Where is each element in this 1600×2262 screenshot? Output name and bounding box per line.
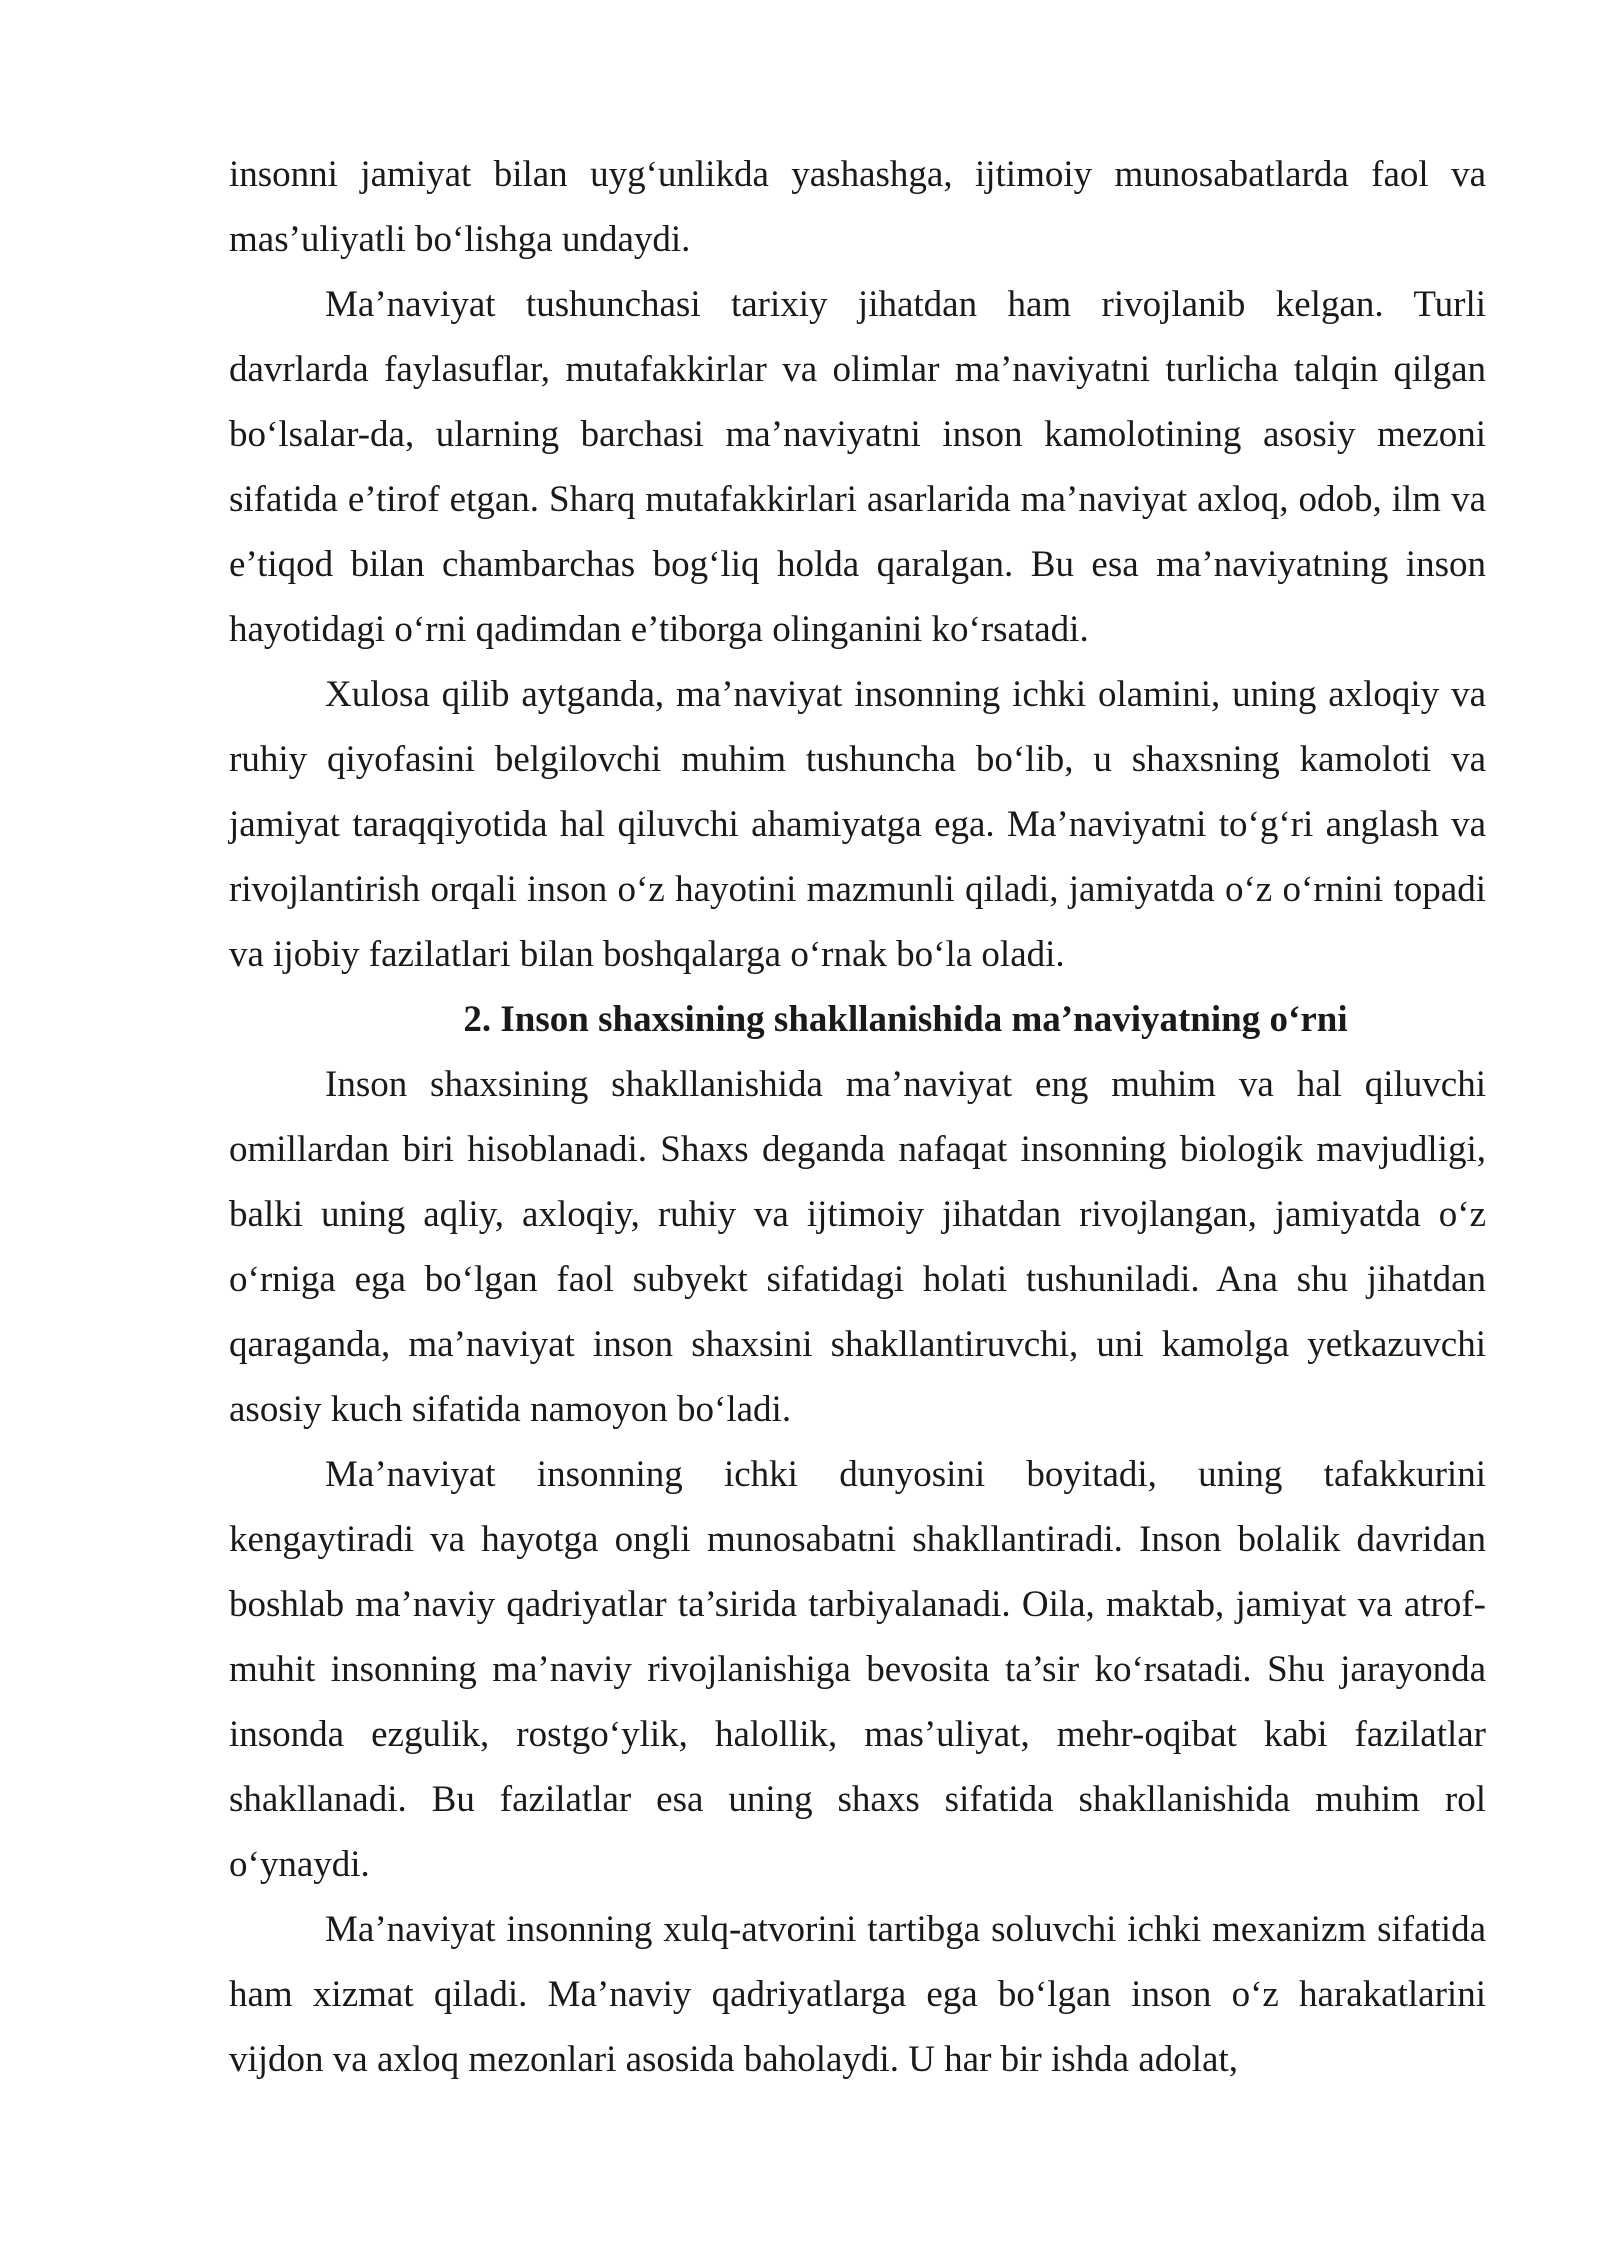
document-body — [229, 142, 1486, 2092]
paragraph-personality: Inson shaxsining shakllanishida ma’naviyat eng muhim va hal qiluvchi omillardan biri hisoblanadi. Shaxs deganda nafaqat insonning biologik mavjudligi, balki uning aqliy, axloqiy, ruhiy va ijtimoiy jihatdan rivojlangan, jamiyatda o‘z o‘rniga ega bo‘lgan faol subyekt sifatidagi holati tushuniladi. Ana shu jihatdan qaraganda, ma’naviyat inson shaxsini shakllantiruvchi, uni kamolga yetkazuvchi asosiy kuch sifatida namoyon bo‘ladi. — [229, 1064, 1486, 1430]
paragraph-behavior: Ma’naviyat insonning xulq-atvorini tartibga soluvchi ichki mexanizm sifatida ham xizmat qiladi. Ma’naviy qadriyatlarga ega bo‘lgan inson o‘z harakatlarini vijdon va axloq mezonlari asosida baholaydi. U har bir ishda adolat, — [229, 1909, 1486, 2080]
paragraph-conclusion: Xulosa qilib aytganda, ma’naviyat insonning ichki olamini, uning axloqiy va ruhiy qiyofasini belgilovchi muhim tushuncha bo‘lib, u shaxsning kamoloti va jamiyat taraqqiyotida hal qiluvchi ahamiyatga ega. Ma’naviyatni to‘g‘ri anglash va rivojlantirish orqali inson o‘z hayotini mazmunli qiladi, jamiyatda o‘z o‘rnini topadi va ijobiy fazilatlari bilan boshqalarga o‘rnak bo‘la oladi. — [229, 674, 1486, 975]
paragraph-continuation: insonni jamiyat bilan uyg‘unlikda yashashga, ijtimoiy munosabatlarda faol va mas’uliyatli bo‘lishga undaydi. — [229, 154, 1486, 260]
section-heading: 2. Inson shaxsining shakllanishida ma’naviyatning o‘rni — [463, 999, 1348, 1040]
paragraph-inner-world: Ma’naviyat insonning ichki dunyosini boyitadi, uning tafakkurini kengaytiradi va hayotga ongli munosabatni shakllantiradi. Inson bolalik davridan boshlab ma’naviy qadriyatlar ta’sirida tarbiyalanadi. Oila, maktab, jamiyat va atrof-muhit insonning ma’naviy rivojlanishiga bevosita ta’sir ko‘rsatadi. Shu jarayonda insonda ezgulik, rostgo‘ylik, halollik, mas’uliyat, mehr-oqibat kabi fazilatlar shakllanadi. Bu fazilatlar esa uning shaxs sifatida shakllanishida muhim rol o‘ynaydi. — [229, 1454, 1486, 1885]
paragraph-history: Ma’naviyat tushunchasi tarixiy jihatdan ham rivojlanib kelgan. Turli davrlarda faylasuflar, mutafakkirlar va olimlar ma’naviyatni turlicha talqin qilgan bo‘lsalar-da, ularning barchasi ma’naviyatni inson kamolotining asosiy mezoni sifatida e’tirof etgan. Sharq mutafakkirlari asarlarida ma’naviyat axloq, odob, ilm va e’tiqod bilan chambarchas bog‘liq holda qaralgan. Bu esa ma’naviyatning inson hayotidagi o‘rni qadimdan e’tiborga olinganini ko‘rsatadi. — [229, 284, 1486, 650]
